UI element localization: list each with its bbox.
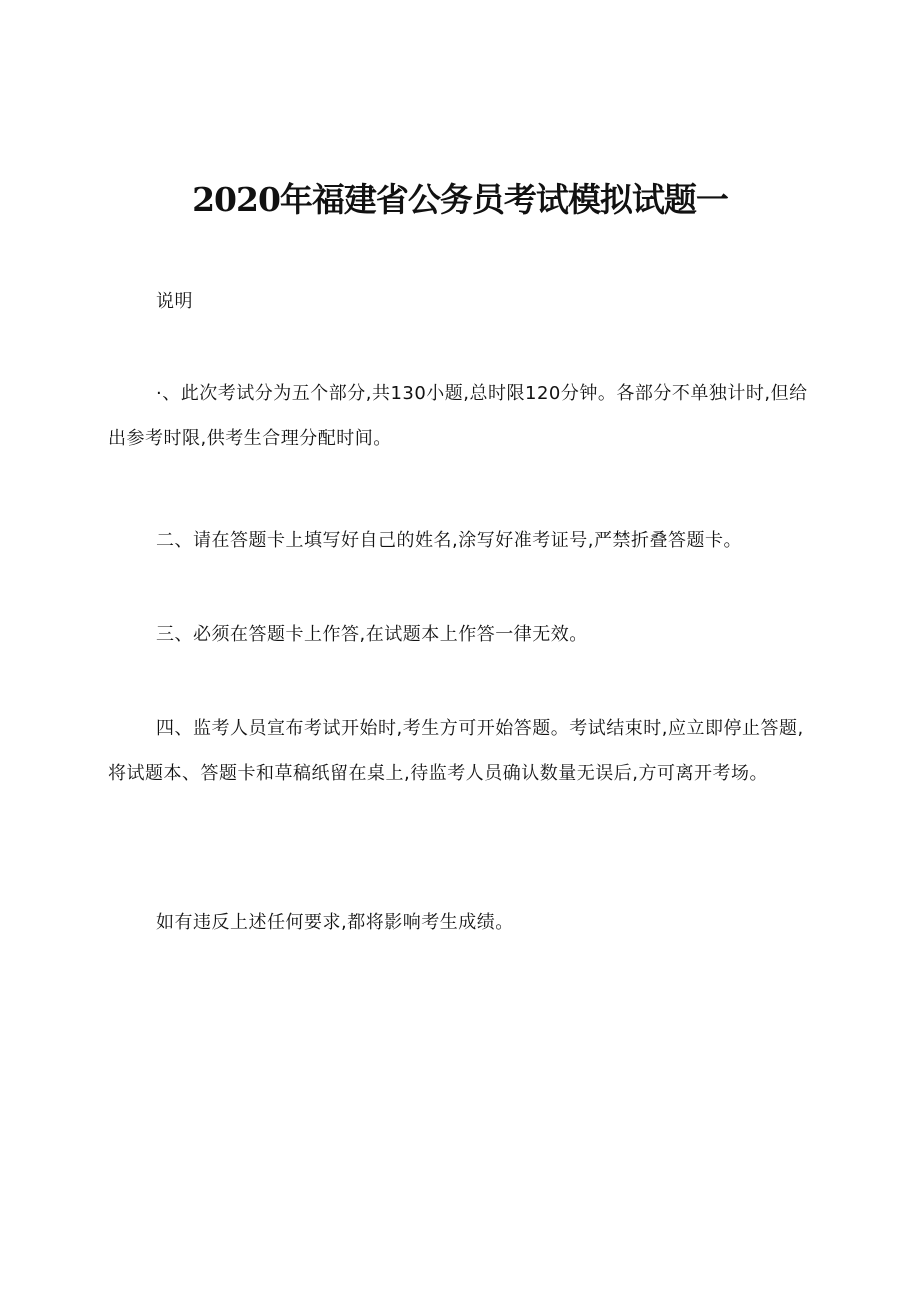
document-title: 2020年福建省公务员考试模拟试题一 bbox=[192, 180, 728, 219]
instruction-paragraph-4: 四、监考人员宣布考试开始时,考生方可开始答题。考试结束时,应立即停止答题,将试题本、答题卡和草稿纸留在桌上,待监考人员确认数量无误后,方可离开考场。 bbox=[108, 718, 804, 784]
instruction-paragraph-3: 三、必须在答题卡上作答,在试题本上作答一律无效。 bbox=[156, 624, 588, 645]
instruction-paragraph-1: ·、此次考试分为五个部分,共130小题,总时限120分钟。各部分不单独计时,但给出参考时限,供考生合理分配时间。 bbox=[108, 383, 808, 449]
section-label: 说明 bbox=[156, 291, 193, 312]
instruction-paragraph-2: 二、请在答题卡上填写好自己的姓名,涂写好准考证号,严禁折叠答题卡。 bbox=[156, 530, 742, 551]
closing-paragraph: 如有违反上述任何要求,都将影响考生成绩。 bbox=[156, 912, 514, 933]
